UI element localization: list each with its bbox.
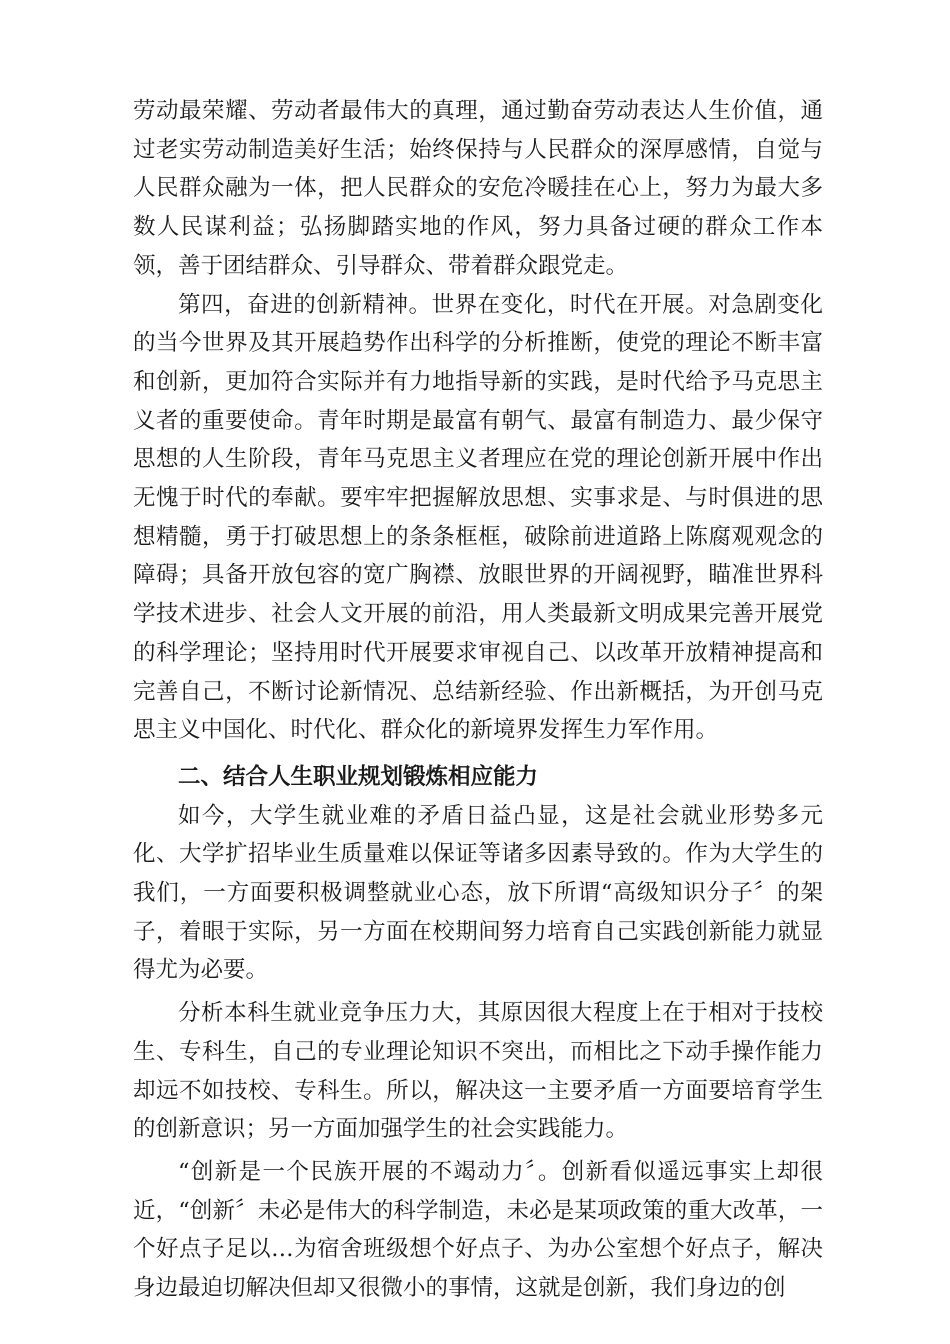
paragraph-fourth-innovation-spirit: 第四，奋进的创新精神。世界在变化，时代在开展。对急剧变化的当今世界及其开展趋势作出科学的分析推断，使党的理论不断丰富和创新，更加符合实际并有力地指导新的实践，是时代给予马克思主义者的重要使命。青年时期是最富有朝气、最富有制造力、最少保守思想的人生阶段，青年马克思主义者理应在党的理论创新开展中作出无愧于时代的奉献。要牢牢把握解放思想、实事求是、与时俱进的思想精髓，勇于打破思想上的条条框框，破除前进道路上陈腐观观念的障碍；具备开放包容的宽广胸襟、放眼世界的开阔视野，瞄准世界科学技术进步、社会人文开展的前沿，用人类最新文明成果完善开展党的科学理论；坚持用时代开展要求审视自己、以改革开放精神提高和完善自己，不断讨论新情况、总结新经验、作出新概括，为开创马克思主义中国化、时代化、群众化的新境界发挥生力军作用。	[133, 291, 823, 744]
document-body	[133, 92, 823, 1308]
paragraph-continued: 劳动最荣耀、劳动者最伟大的真理，通过勤奋劳动表达人生价值，通过老实劳动制造美好生活；始终保持与人民群众的深厚感情，自觉与人民群众融为一体，把人民群众的安危冷暖挂在心上，努力为最大多数人民谋利益；弘扬脚踏实地的作风，努力具备过硬的群众工作本领，善于团结群众、引导群众、带着群众跟党走。	[133, 98, 823, 279]
paragraph-analysis: 分析本科生就业竞争压力大，其原因很大程度上在于相对于技校生、专科生，自己的专业理论知识不突出，而相比之下动手操作能力却远不如技校、专科生。所以，解决这一主要矛盾一方面要培育学生的创新意识；另一方面加强学生的社会实践能力。	[133, 1000, 823, 1143]
section-heading-two: 二、结合人生职业规划锻炼相应能力	[178, 763, 539, 790]
paragraph-employment: 如今，大学生就业难的矛盾日益凸显，这是社会就业形势多元化、大学扩招毕业生质量难以保证等诸多因素导致的。作为大学生的我们，一方面要积极调整就业心态，放下所谓“高级知识分子〞的架子，着眼于实际，另一方面在校期间努力培育自己实践创新能力就显得尤为必要。	[133, 802, 823, 984]
paragraph-innovation: “创新是一个民族开展的不竭动力〞。创新看似遥远事实上却很近，“创新〞未必是伟大的科学制造，未必是某项政策的重大改革，一个好点子足以…为宿舍班级想个好点子、为办公室想个好点子，解决身边最迫切解决但却又很微小的事情，这就是创新，我们身边的创	[133, 1158, 823, 1302]
